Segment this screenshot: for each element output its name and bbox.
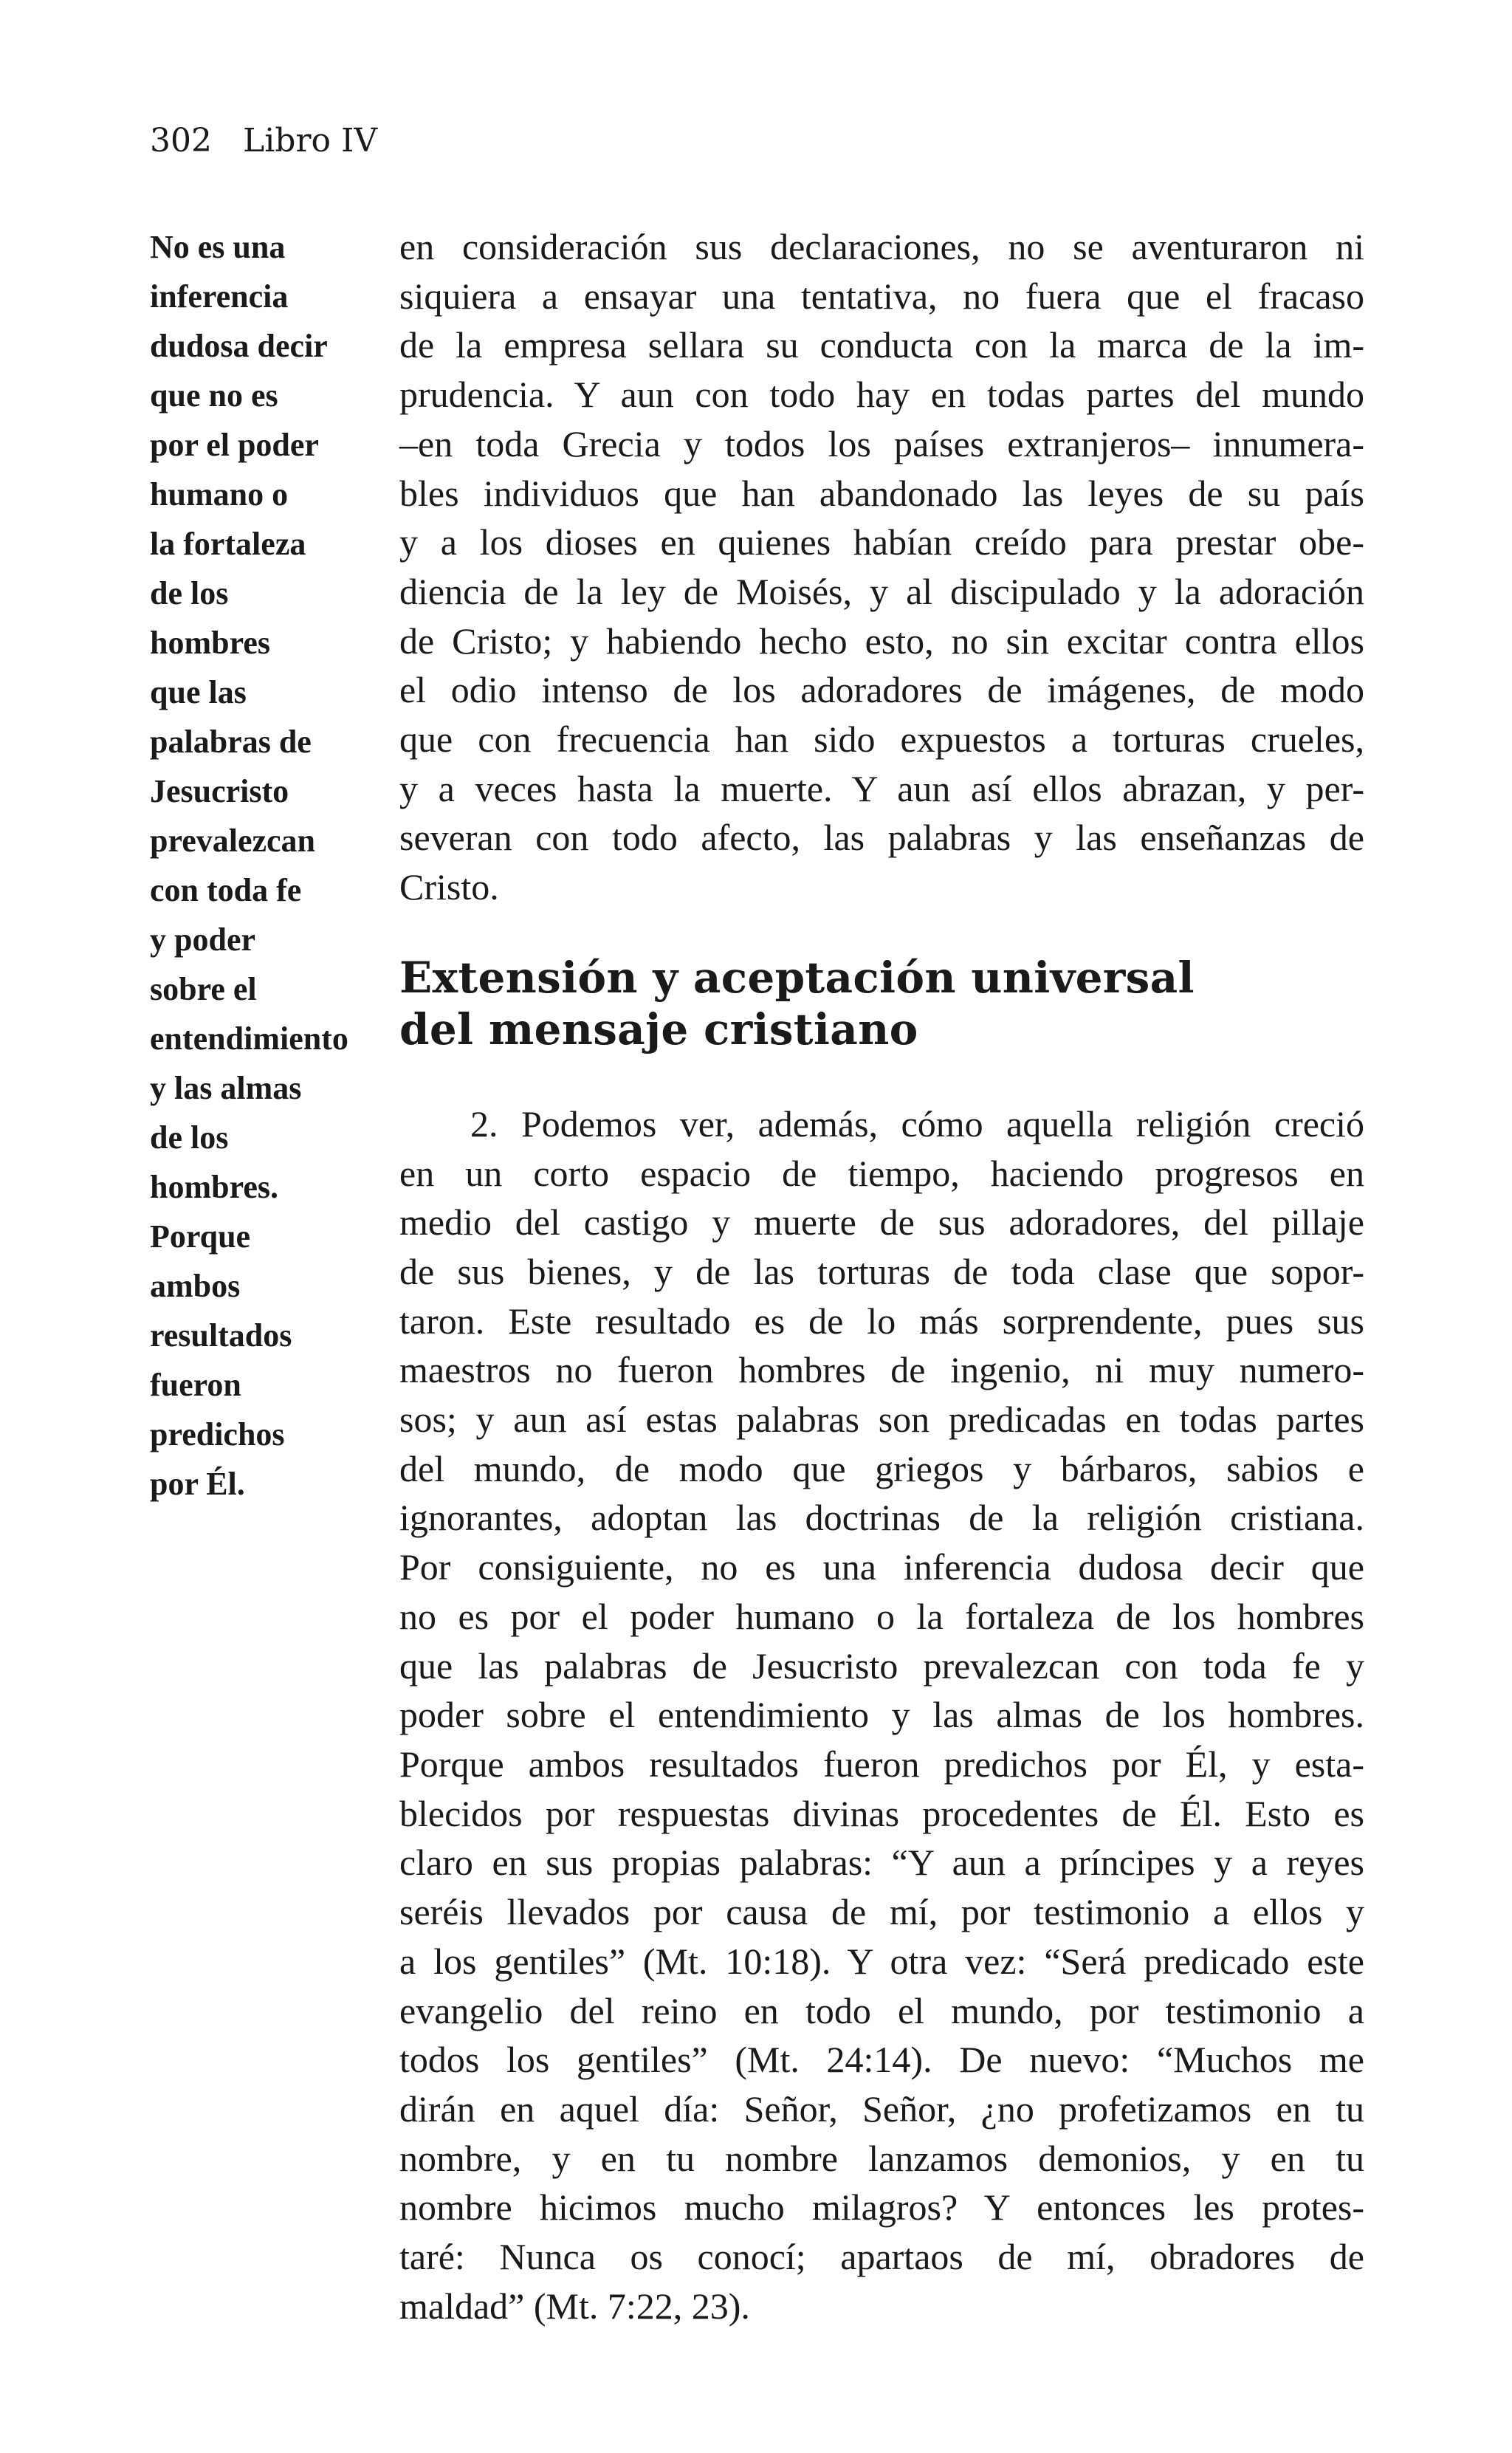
section-heading — [399, 952, 1364, 1055]
text-line: dirán en aquel día: Señor, Señor, ¿no profetizamos en tu — [399, 2087, 1364, 2130]
margin-note — [150, 222, 386, 1509]
margin-note-line: entendimiento — [150, 1020, 348, 1057]
margin-note-line: hombres. — [150, 1169, 278, 1205]
text-line: ignorantes, adoptan las doctrinas de la religión cristiana. — [399, 1497, 1364, 1539]
text-line: severan con todo afecto, las palabras y las enseñanzas de — [399, 817, 1364, 859]
text-line: prudencia. Y aun con todo hay en todas partes del mundo — [399, 374, 1364, 416]
page-number: 302 — [150, 122, 212, 159]
margin-note-line: por el poder — [150, 427, 319, 463]
text-line: que las palabras de Jesucristo prevalezcan con toda fe y — [399, 1644, 1364, 1687]
text-line: en un corto espacio de tiempo, haciendo progresos en — [399, 1152, 1364, 1194]
text-line: del mundo, de modo que griegos y bárbaros, sabios e — [399, 1447, 1364, 1489]
main-text-column — [399, 222, 1364, 2330]
running-header — [150, 117, 377, 165]
text-line: todos los gentiles” (Mt. 24:14). De nuevo: “Muchos me — [399, 2039, 1364, 2081]
margin-note-line: Jesucristo — [150, 773, 289, 809]
text-line: seréis llevados por causa de mí, por testimonio a ellos y — [399, 1891, 1364, 1933]
margin-note-line: con toda fe — [150, 872, 302, 908]
text-line: Porque ambos resultados fueron predichos por Él, y esta- — [399, 1743, 1364, 1785]
paragraph-1 — [399, 222, 1364, 912]
paragraph-2 — [399, 1099, 1364, 2331]
margin-note-line: de los — [150, 1119, 229, 1156]
text-line: Por consiguiente, no es una inferencia dudosa decir que — [399, 1546, 1364, 1588]
text-line: diencia de la ley de Moisés, y al discipulado y la adoración — [399, 570, 1364, 612]
text-line: de Cristo; y habiendo hecho esto, no sin excitar contra ellos — [399, 620, 1364, 662]
text-line: –en toda Grecia y todos los países extranjeros– innumera- — [399, 422, 1364, 464]
text-line: nombre, y en tu nombre lanzamos demonios, y en tu — [399, 2137, 1364, 2179]
text-line: siquiera a ensayar una tentativa, no fuera que el fracaso — [399, 275, 1364, 317]
margin-note-line: predichos — [150, 1416, 285, 1452]
text-line: evangelio del reino en todo el mundo, por testimonio a — [399, 1989, 1364, 2031]
text-line: bles individuos que han abandonado las leyes de su país — [399, 472, 1364, 514]
text-line: taré: Nunca os conocí; apartaos de mí, obradores de — [399, 2236, 1364, 2278]
margin-note-line: palabras de — [150, 724, 312, 760]
margin-note-line: No es una — [150, 229, 286, 265]
text-line: y a los dioses en quienes habían creído para prestar obe- — [399, 521, 1364, 563]
text-line: sos; y aun así estas palabras son predicadas en todas partes — [399, 1399, 1364, 1441]
text-line: 2. Podemos ver, además, cómo aquella religión creció — [470, 1102, 1364, 1145]
section-heading-line: Extensión y aceptación universal — [399, 952, 1195, 1003]
book-title: Libro IV — [242, 122, 378, 159]
margin-note-line: la fortaleza — [150, 526, 306, 562]
text-line: a los gentiles” (Mt. 10:18). Y otra vez: “Será predicado este — [399, 1940, 1364, 1982]
margin-note-line: dudosa decir — [150, 328, 328, 364]
text-line: de la empresa sellara su conducta con la marca de la im- — [399, 324, 1364, 366]
margin-note-line: y poder — [150, 922, 255, 958]
margin-note-line: inferencia — [150, 278, 289, 315]
margin-note-line: hombres — [150, 625, 270, 661]
text-line: nombre hicimos mucho milagros? Y entonces les protes- — [399, 2186, 1364, 2229]
margin-note-line: por Él. — [150, 1466, 245, 1502]
text-line: maestros no fueron hombres de ingenio, ni muy numero- — [399, 1349, 1364, 1391]
margin-note-line: y las almas — [150, 1070, 302, 1106]
text-line: el odio intenso de los adoradores de imágenes, de modo — [399, 669, 1364, 711]
text-line: que con frecuencia han sido expuestos a torturas crueles, — [399, 718, 1364, 761]
text-line: Cristo. — [399, 866, 499, 908]
text-line: medio del castigo y muerte de sus adoradores, del pillaje — [399, 1201, 1364, 1243]
margin-note-line: de los — [150, 575, 229, 611]
section-heading-line: del mensaje cristiano — [399, 1004, 918, 1054]
margin-note-line: ambos — [150, 1268, 241, 1304]
margin-note-line: prevalezcan — [150, 823, 316, 859]
text-line: blecidos por respuestas divinas procedentes de Él. Esto es — [399, 1792, 1364, 1834]
text-line: poder sobre el entendimiento y las almas de los hombres. — [399, 1694, 1364, 1736]
text-line: de sus bienes, y de las torturas de toda clase que sopor- — [399, 1250, 1364, 1292]
margin-note-line: que no es — [150, 377, 278, 414]
text-line: en consideración sus declaraciones, no se aventuraron ni — [399, 226, 1364, 267]
text-line: no es por el poder humano o la fortaleza de los hombres — [399, 1595, 1364, 1637]
margin-note-line: que las — [150, 674, 247, 710]
margin-note-line: Porque — [150, 1218, 251, 1255]
text-line: taron. Este resultado es de lo más sorprendente, pues sus — [399, 1300, 1364, 1342]
margin-note-line: fueron — [150, 1367, 241, 1403]
text-line: claro en sus propias palabras: “Y aun a príncipes y a reyes — [399, 1842, 1364, 1884]
text-line: maldad” (Mt. 7:22, 23). — [399, 2285, 750, 2327]
margin-note-line: sobre el — [150, 971, 257, 1007]
text-line: y a veces hasta la muerte. Y aun así ellos abrazan, y per- — [399, 767, 1364, 809]
margin-note-line: resultados — [150, 1317, 292, 1354]
margin-note-line: humano o — [150, 476, 289, 512]
